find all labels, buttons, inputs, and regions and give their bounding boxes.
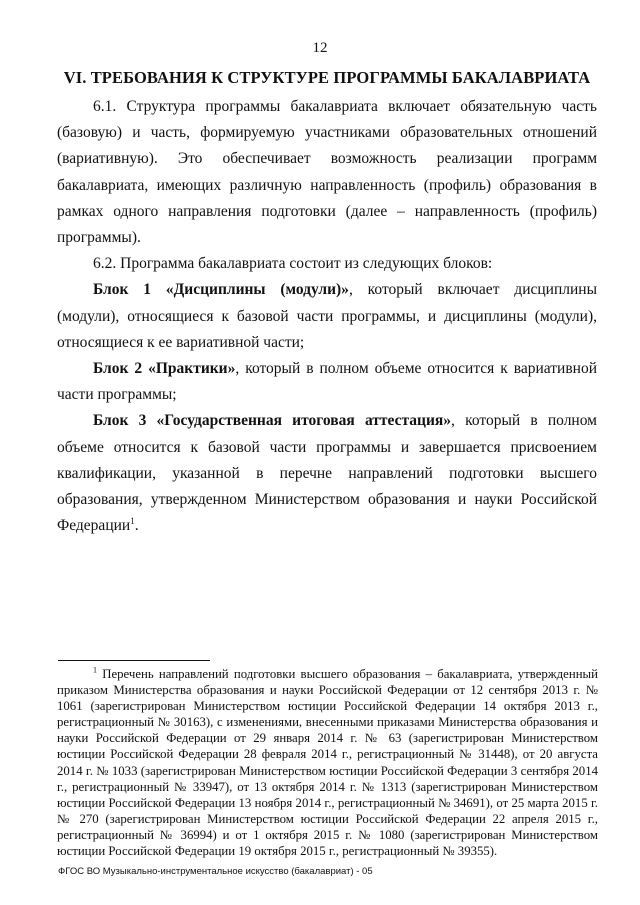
paragraph-6-2: 6.2. Программа бакалавриата состоит из следующих блоков: <box>93 255 493 273</box>
paragraph-6-1: 6.1. Структура программы бакалавриата включает обязательную часть (базовую) и часть, формируемую участниками образовательных отношений (вариативную). Это обеспечивает возможность реализации программ бакалавриата, имеющих различную направленность (профиль) образования в рамках одного направления подготовки (далее – направленность (профиль) программы). <box>57 98 597 247</box>
section-title: VI. ТРЕБОВАНИЯ К СТРУКТУРЕ ПРОГРАММЫ БАКАЛАВРИАТА <box>63 68 591 87</box>
block-2-text: , который в полном объеме относится к вариативной части программы; <box>57 360 597 404</box>
block-2-title: Блок 2 «Практики» <box>93 360 236 378</box>
page-footer: ФГОС ВО Музыкально-инструментальное искусство (бакалавриат) - 05 <box>58 866 373 877</box>
block-3-title: Блок 3 «Государственная итоговая аттестация» <box>93 412 452 430</box>
page-number: 12 <box>312 40 328 56</box>
footnote-mark: 1 <box>93 665 97 675</box>
block-3-text: , который в полном объеме относится к базовой части программы и завершается присвоением квалификации, указанной в перечне направлений подготовки высшего образования, утвержденном Министерством образования и науки Российской Федерации <box>57 412 597 535</box>
footnote <box>57 666 598 859</box>
block-1-paragraph <box>57 277 597 356</box>
block-3-end: . <box>134 517 139 535</box>
block-2-paragraph <box>57 356 597 408</box>
footnote-reference[interactable]: 1 <box>130 516 135 527</box>
main-text <box>57 94 597 539</box>
block-1-title: Блок 1 «Дисциплины (модули)» <box>93 281 349 299</box>
block-1-text: , который включает дисциплины (модули), относящиеся к базовой части программы, и дисциплины (модули), относящиеся к ее вариативной части; <box>57 281 597 351</box>
footnote-divider <box>58 660 210 661</box>
block-3-paragraph <box>57 408 597 539</box>
footnote-text: Перечень направлений подготовки высшего образования – бакалавриата, утвержденный приказом Министерства образования и науки Российской Федерации от 12 сентября 2013 г. № 1061 (зарегистрирован Министерством юстиции Российской Федерации 14 октября 2013 г., регистрационный № 30163), с изменениями, внесенными приказами Министерства образования и науки Российской Федерации от 29 января 2014 г. № 63 (зарегистрирован Министерством юстиции Российской Федерации 28 февраля 2014 г., регистрационный № 31448), от 20 августа 2014 г. № 1033 (зарегистрирован Министерством юстиции Российской Федерации 3 сентября 2014 г., регистрационный № 33947), от 13 октября 2014 г. № 1313 (зарегистрирован Министерством юстиции Российской Федерации 13 ноября 2014 г., регистрационный № 34691), от 25 марта 2015 г. № 270 (зарегистрирован Министерством юстиции Российской Федерации 22 апреля 2015 г., регистрационный № 36994) и от 1 октября 2015 г. № 1080 (зарегистрирован Министерством юстиции Российской Федерации 19 октября 2015 г., регистрационный № 39355). <box>57 667 598 859</box>
